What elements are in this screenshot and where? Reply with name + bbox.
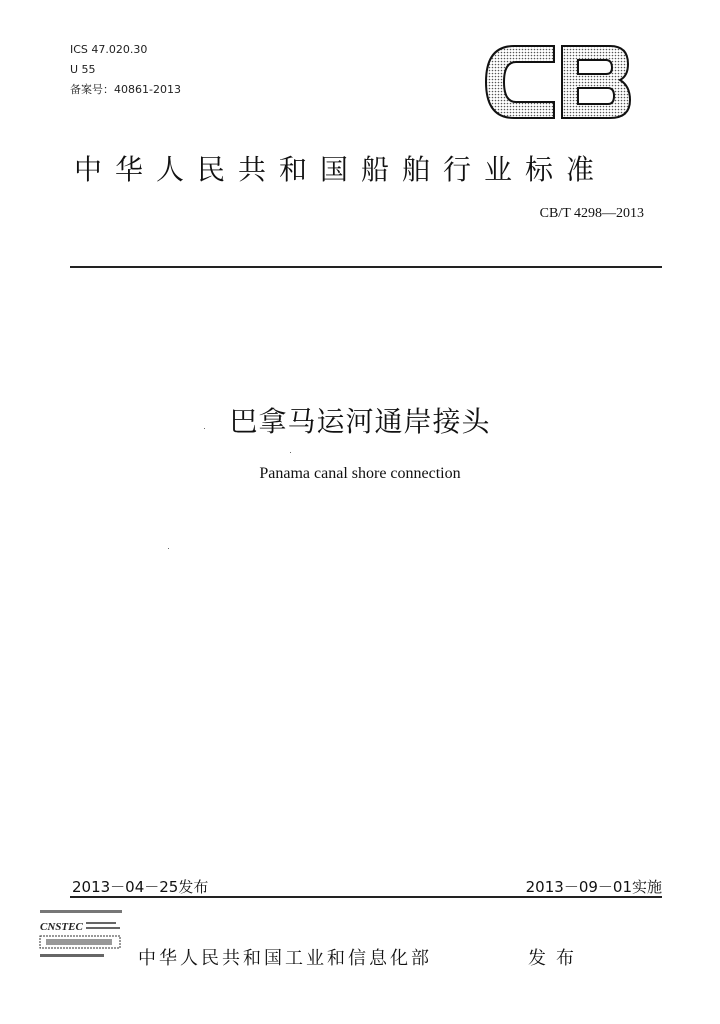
publish-label: 发布 bbox=[528, 948, 584, 969]
record-number: 备案号：40861-2013 bbox=[70, 83, 181, 96]
cb-logo-icon bbox=[482, 42, 632, 122]
organization-title: 中华人民共和国船舶行业标准 bbox=[74, 153, 608, 186]
standard-number: CB/T 4298—2013 bbox=[539, 206, 644, 221]
bottom-divider bbox=[70, 896, 662, 898]
ccs-code: U 55 bbox=[70, 63, 96, 76]
issue-date: 2013－04－25发布 bbox=[72, 878, 209, 896]
ics-code: ICS 47.020.30 bbox=[70, 43, 148, 56]
cnstec-stamp-icon bbox=[38, 908, 138, 962]
top-divider bbox=[70, 266, 662, 268]
scan-speck bbox=[204, 428, 205, 429]
implementation-date: 2013－09－01实施 bbox=[525, 878, 662, 896]
document-title-en: Panama canal shore connection bbox=[259, 465, 461, 482]
document-title-cn: 巴拿马运河通岸接头 bbox=[229, 405, 491, 438]
svg-text:CNSTEC: CNSTEC bbox=[40, 921, 83, 933]
publisher: 中华人民共和国工业和信息化部 bbox=[138, 948, 432, 969]
scan-speck bbox=[290, 452, 291, 453]
scan-speck bbox=[168, 548, 169, 549]
